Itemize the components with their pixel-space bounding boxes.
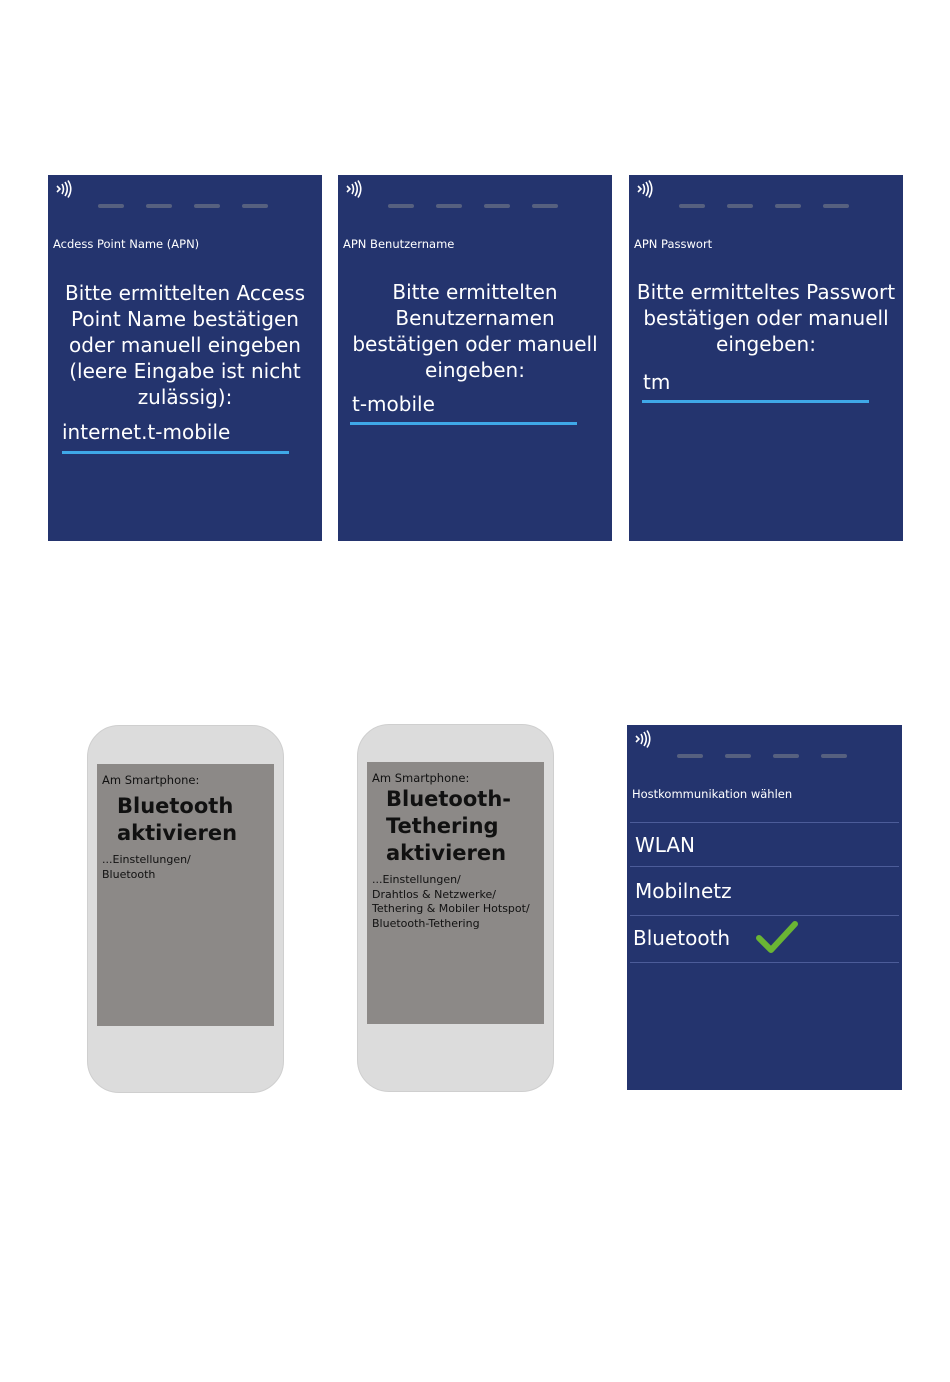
user-screen: [338, 175, 612, 541]
menu-item-label: Mobilnetz: [635, 879, 732, 903]
phone-header: Am Smartphone:: [372, 771, 470, 785]
instruction-text: Bitte ermittelten Benutzernamen bestätigen oder manuell eingeben:: [352, 280, 598, 382]
menu-divider: [630, 962, 899, 963]
username-input-value[interactable]: t-mobile: [352, 392, 435, 416]
progress-dot: [532, 204, 558, 208]
progress-dot: [677, 754, 703, 758]
menu-item-label: Bluetooth: [633, 926, 731, 950]
contactless-icon: [54, 179, 74, 199]
phone-settings-path: ...Einstellungen/ Drahtlos & Netzwerke/ Tethering & Mobiler Hotspot/ Bluetooth-Tethering: [372, 873, 530, 930]
phone-settings-path: ...Einstellungen/ Bluetooth: [102, 853, 191, 881]
progress-dot: [388, 204, 414, 208]
password-screen: [629, 175, 903, 541]
password-input-underline[interactable]: [642, 400, 869, 403]
menu-item-mobilnetz[interactable]: [630, 867, 899, 913]
progress-dots: [98, 204, 268, 208]
smartphone-illustration: [87, 725, 284, 1093]
checkmark-icon: [756, 919, 798, 955]
screen-header: APN Benutzername: [343, 237, 455, 251]
progress-dot: [194, 204, 220, 208]
progress-dot: [775, 204, 801, 208]
phone-screen: [367, 762, 544, 1024]
phone-instruction-title: Bluetooth- Tethering aktivieren: [386, 787, 511, 865]
progress-dot: [823, 204, 849, 208]
phone-screen: [97, 764, 274, 1026]
menu-item-bluetooth[interactable]: [630, 916, 899, 962]
progress-dot: [146, 204, 172, 208]
phone-instruction-title: Bluetooth aktivieren: [117, 794, 238, 845]
progress-dot: [242, 204, 268, 208]
contactless-icon: [633, 729, 653, 749]
contactless-icon: [635, 179, 655, 199]
screen-header: Acdess Point Name (APN): [53, 237, 200, 251]
password-input-value[interactable]: tm: [643, 370, 671, 394]
username-input-underline[interactable]: [350, 422, 577, 425]
progress-dots: [677, 754, 847, 758]
apn-input-underline[interactable]: [62, 451, 289, 454]
progress-dots: [679, 204, 849, 208]
phone-header: Am Smartphone:: [102, 773, 200, 787]
progress-dot: [725, 754, 751, 758]
screen-header: Hostkommunikation wählen: [632, 787, 793, 801]
apn-screen: [48, 175, 322, 541]
apn-input-value[interactable]: internet.t-mobile: [62, 420, 231, 444]
instruction-text: Bitte ermitteltes Passwort bestätigen oder manuell eingeben:: [636, 280, 896, 356]
smartphone-illustration: [357, 724, 554, 1092]
progress-dot: [821, 754, 847, 758]
contactless-icon: [344, 179, 364, 199]
progress-dot: [484, 204, 510, 208]
progress-dots: [388, 204, 558, 208]
menu-item-label: WLAN: [635, 833, 696, 857]
host-screen: [627, 725, 902, 1090]
menu-item-wlan[interactable]: [630, 823, 899, 869]
screen-header: APN Passwort: [634, 237, 713, 251]
progress-dot: [679, 204, 705, 208]
progress-dot: [98, 204, 124, 208]
progress-dot: [773, 754, 799, 758]
progress-dot: [436, 204, 462, 208]
instruction-text: Bitte ermittelten Access Point Name bestätigen oder manuell eingeben (leere Eingabe ist nicht zulässig):: [64, 281, 306, 409]
progress-dot: [727, 204, 753, 208]
